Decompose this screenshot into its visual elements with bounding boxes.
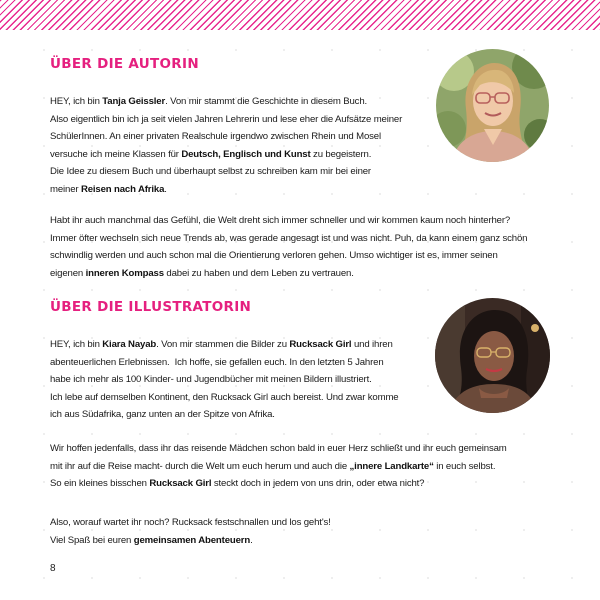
emphasized-text: gemeinsamen Abenteuern (133, 534, 251, 546)
author-heading: ÜBER DIE AUTORIN (50, 56, 199, 72)
author-paragraph-compass: Habt ihr auch manchmal das Gefühl, die Welt dreht sich immer schneller und wir kommen kaum noch hinterher? Immer öfter wechseln sich neue Trends ab, was gerade angesagt ist und was nicht. Puh, da kann einem ganz schön schwindlig werden und auch schon mal die Orientierung verloren gehen. Umso wichtiger ist es, immer seinen eigenen inneren Kompass dabei zu haben und dem Leben zu vertrauen. (50, 215, 528, 279)
closing-paragraph: Wir hoffen jedenfalls, dass ihr das reisende Mädchen schon bald in euer Herz schließt und ihr euch gemeinsam mit ihr auf die Reise macht- durch die Welt um euch herum und auch die „innere Landkarte“ in euch selbst. So ein kleines bisschen Rucksack Girl steckt doch in jedem von uns drin, oder etwa nicht? (50, 443, 507, 489)
emphasized-text: inneren Kompass (85, 267, 164, 279)
emphasized-text: Tanja Geissler (102, 96, 166, 107)
author-photo (436, 49, 549, 162)
emphasized-text: Rucksack Girl (149, 478, 212, 489)
illustrator-heading: ÜBER DIE ILLUSTRATORIN (50, 299, 252, 315)
emphasized-text: Kiara Nayab (102, 339, 157, 350)
closing-call-to-action: Also, worauf wartet ihr noch? Rucksack festschnallen und los geht's! Viel Spaß bei euren gemeinsamen Abenteuern. (50, 517, 331, 546)
emphasized-text: Deutsch, Englisch und Kunst (181, 148, 311, 160)
decorative-stripe-band (0, 0, 600, 30)
emphasized-text: Rucksack Girl (289, 339, 352, 350)
emphasized-text: Reisen nach Afrika (80, 183, 165, 195)
page-number: 8 (50, 563, 56, 574)
emphasized-text: „innere Landkarte“ (349, 460, 434, 472)
illustrator-bio: HEY, ich bin Kiara Nayab. Von mir stammen die Bilder zu Rucksack Girl und ihren abenteuerlichen Erlebnissen. Ich hoffe, sie gefallen euch. In den letzten 5 Jahren habe ich mehr als 100 Kinder- und Jugendbücher mit meinen Bildern illustriert. Ich lebe auf demselben Kontinent, den Rucksack Girl auch bereist. Und zwar komme ich aus Südafrika, ganz unten an der Spitze von Afrika. (50, 339, 399, 420)
illustrator-photo (435, 298, 550, 413)
author-bio: HEY, ich bin Tanja Geissler. Von mir stammt die Geschichte in diesem Buch. Also eigentlich bin ich ja seit vielen Jahren Lehrerin und lese eher die Aufsätze meiner SchülerInnen. An einer privaten Realschule irgendwo zwischen Rhein und Mosel versuche ich meine Klassen für Deutsch, Englisch und Kunst zu begeistern. Die Idee zu diesem Buch und überhaupt selbst zu schreiben kam mir bei einer meiner Reisen nach Afrika. (50, 96, 403, 195)
